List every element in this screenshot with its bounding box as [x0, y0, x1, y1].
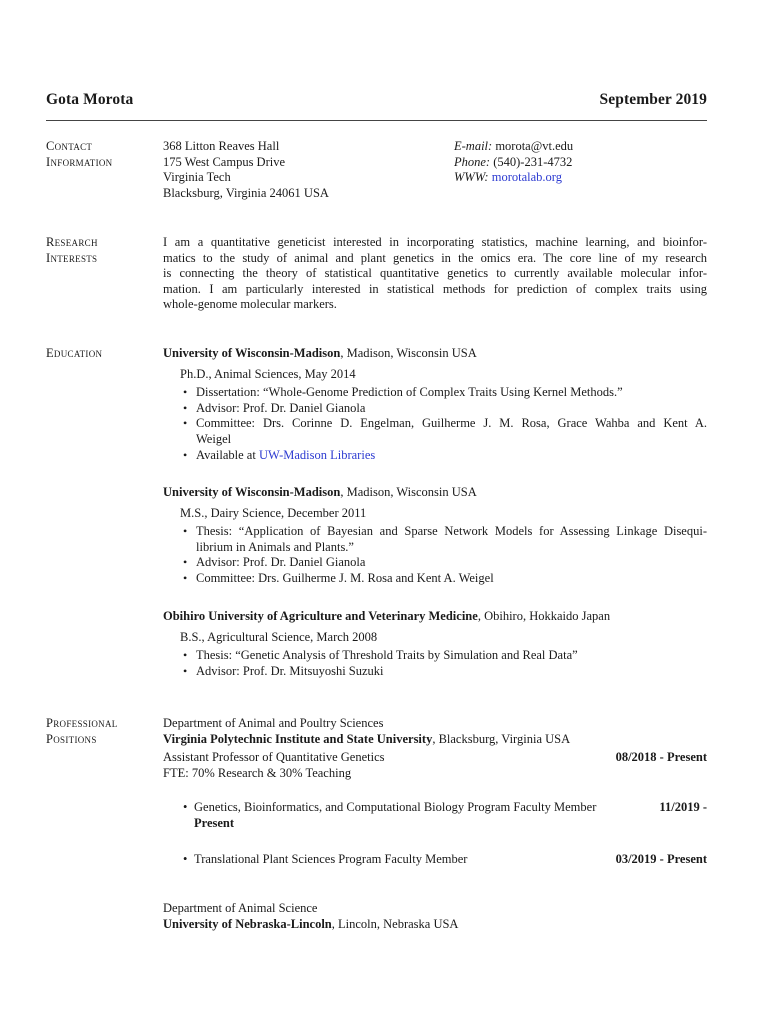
section-label-education: Education: [46, 346, 103, 360]
degree-details: [163, 648, 707, 679]
position-unl: Department of Animal Science University of Nebraska-Lincoln, Lincoln, Nebraska USA: [163, 901, 707, 932]
faculty-membership-tps: • Translational Plant Sciences Program Faculty Member 03/2019 - Present: [183, 852, 707, 866]
website-link[interactable]: morotalab.org: [491, 170, 562, 185]
section-label-research: Research Interests: [46, 235, 98, 265]
degree-details: [163, 385, 707, 463]
address-line: Virginia Tech: [163, 170, 231, 185]
email-value[interactable]: morota@vt.edu: [495, 139, 574, 153]
phone-line: Phone: (540)-231-4732: [454, 154, 573, 169]
membership-dates: 03/2019 - Present: [615, 852, 707, 866]
research-paragraph: I am a quantitative geneticist interested in incorporating statistics, machine learning, and bioinfor- matics to the study of animal and plant genetics in the omics era. The core line of my research is connecting the theory of statistical quantitative genetics to currently available molecular infor- mation. I am particularly interested in statistical methods for prediction of complex traits using whole-genome molecular markers.: [163, 235, 707, 312]
section-label-contact: Contact Information: [46, 139, 113, 169]
list-item: • Advisor: Prof. Dr. Mitsuyoshi Suzuki: [163, 664, 707, 680]
list-item: • Thesis: “Application of Bayesian and Sparse Network Models for Assessing Linkage Disequi- librium in Animals and Plants.”: [163, 524, 707, 555]
education-entry-ms: University of Wisconsin-Madison, Madison, Wisconsin USA M.S., Dairy Science, December 2011 • Thesis: “Application of Bayesian and Sparse Network Models for Assessing Linkage Disequi- librium in Animals and Plants.” • Advisor: Prof. Dr. Daniel Gianola • Committee: Drs. Guilherme J. M. Rosa and Kent A. Weigel: [163, 485, 707, 587]
position-title: Assistant Professor of Quantitative Genetics: [163, 750, 385, 765]
position-dates: 08/2018 - Present: [615, 750, 707, 765]
degree-line: Ph.D., Animal Sciences, May 2014: [180, 366, 356, 381]
phone-value: (540)-231-4732: [493, 154, 573, 169]
education-entry-phd: University of Wisconsin-Madison, Madison, Wisconsin USA Ph.D., Animal Sciences, May 2014 • Dissertation: “Whole-Genome Prediction of Complex Traits Using Kernel Methods.” • Advisor: Prof. Dr. Daniel Gianola • Committee: Drs. Corinne D. Engelman, Guilherme J. M. Rosa, Grace Wahba and Kent A. Weigel • Available at UW-Madison Libraries: [163, 346, 707, 463]
address-line: 175 West Campus Drive: [163, 154, 286, 169]
list-item: • Committee: Drs. Corinne D. Engelman, Guilherme J. M. Rosa, Grace Wahba and Kent A. Weigel: [163, 416, 707, 447]
list-item: • Dissertation: “Whole-Genome Prediction of Complex Traits Using Kernel Methods.”: [163, 385, 707, 401]
position-vt: Department of Animal and Poultry Sciences Virginia Polytechnic Institute and State University, Blacksburg, Virginia USA Assistant Professor of Quantitative Genetics 08/2018 - Present FTE: 70% Research & 30% Teaching: [163, 716, 707, 780]
institution-name: University of Nebraska-Lincoln: [163, 916, 332, 931]
address-line: 368 Litton Reaves Hall: [163, 139, 280, 153]
institution-name: University of Wisconsin-Madison: [163, 485, 341, 499]
faculty-membership-gbcb: • Genetics, Bioinformatics, and Computational Biology Program Faculty Member 11/2019 - Present: [183, 800, 707, 830]
www-line: WWW: morotalab.org: [454, 170, 562, 185]
department-name: Department of Animal and Poultry Sciences: [163, 716, 384, 730]
cv-name: Gota Morota: [46, 91, 134, 108]
institution-name: Obihiro University of Agriculture and Veterinary Medicine: [163, 609, 478, 623]
institution-name: Virginia Polytechnic Institute and State University: [163, 731, 433, 746]
address-line: Blacksburg, Virginia 24061 USA: [163, 185, 329, 200]
education-entry-bs: Obihiro University of Agriculture and Veterinary Medicine, Obihiro, Hokkaido Japan B.S., Agricultural Science, March 2008 • Thesis: “Genetic Analysis of Threshold Traits by Simulation and Real Data” • Advisor: Prof. Dr. Mitsuyoshi Suzuki: [163, 609, 707, 679]
header-rule: [46, 120, 707, 121]
email-line: E-mail: morota@vt.edu: [454, 139, 574, 153]
membership-title: Genetics, Bioinformatics, and Computational Biology Program Faculty Member: [194, 800, 597, 814]
uw-madison-libraries-link[interactable]: UW-Madison Libraries: [258, 447, 376, 462]
list-item: • Thesis: “Genetic Analysis of Threshold Traits by Simulation and Real Data”: [163, 648, 707, 664]
membership-title: Translational Plant Sciences Program Faculty Member: [194, 852, 468, 866]
list-item: • Available at UW-Madison Libraries: [163, 448, 707, 464]
list-item: • Committee: Drs. Guilherme J. M. Rosa and Kent A. Weigel: [163, 571, 707, 587]
membership-dates: 11/2019 -: [659, 800, 707, 814]
degree-line: M.S., Dairy Science, December 2011: [180, 505, 367, 520]
institution-name: University of Wisconsin-Madison: [163, 346, 341, 360]
degree-details: [163, 524, 707, 586]
section-label-positions: Professional Positions: [46, 716, 118, 746]
list-item: • Advisor: Prof. Dr. Daniel Gianola: [163, 555, 707, 571]
contact-block: [454, 139, 573, 186]
cv-date: September 2019: [599, 91, 707, 108]
fte-line: FTE: 70% Research & 30% Teaching: [163, 765, 352, 780]
department-name: Department of Animal Science: [163, 901, 318, 915]
list-item: • Advisor: Prof. Dr. Daniel Gianola: [163, 401, 707, 417]
address-block: [163, 139, 329, 201]
degree-line: B.S., Agricultural Science, March 2008: [180, 629, 378, 644]
